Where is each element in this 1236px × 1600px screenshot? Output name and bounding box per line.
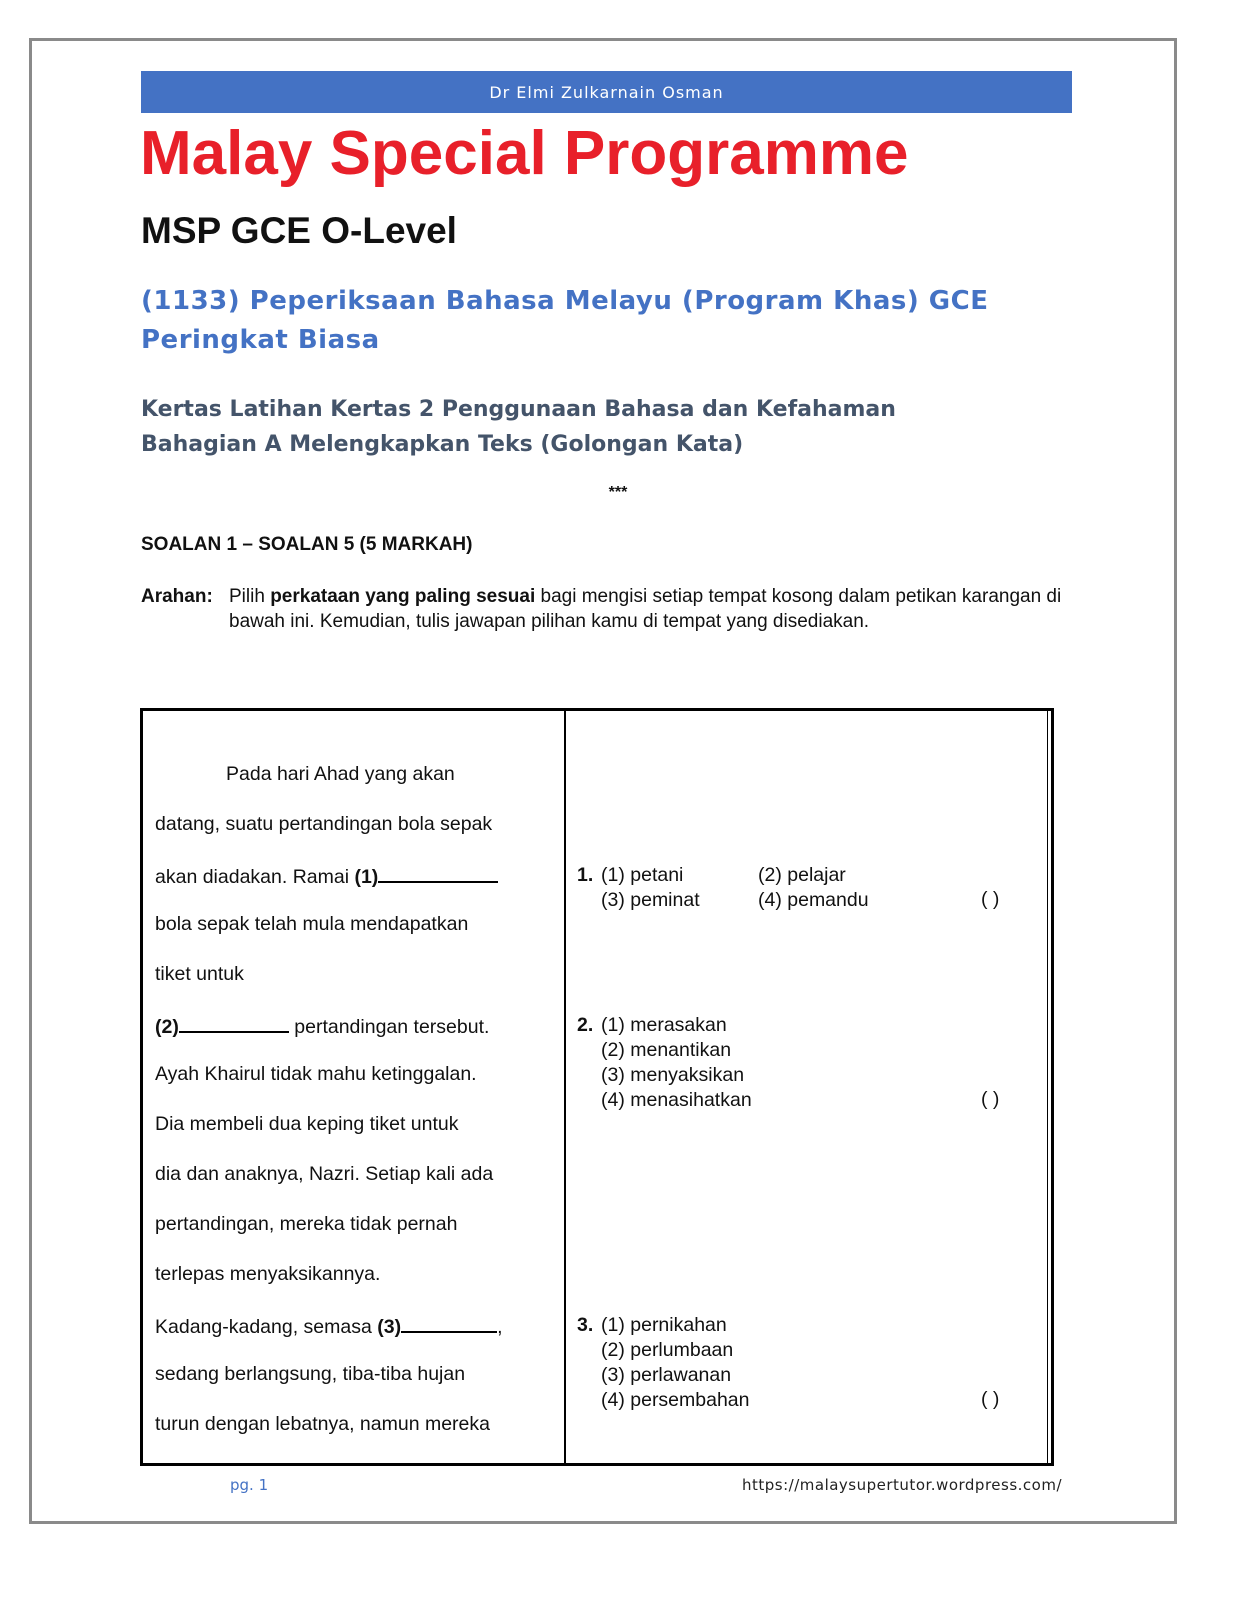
passage-line: Ayah Khairul tidak mahu ketinggalan. [155, 1063, 477, 1085]
option[interactable]: (3) peminat [601, 889, 700, 911]
section-heading: SOALAN 1 – SOALAN 5 (5 MARKAH) [141, 534, 473, 555]
passage-line: Pada hari Ahad yang akan [226, 763, 455, 785]
passage-line: Dia membeli dua keping tiket untuk [155, 1113, 459, 1135]
option[interactable]: (4) pemandu [758, 889, 869, 911]
option[interactable]: (2) menantikan [601, 1039, 732, 1061]
option[interactable]: (3) perlawanan [601, 1364, 732, 1386]
passage-line [155, 863, 498, 889]
author-name: Dr Elmi Zulkarnain Osman [489, 82, 724, 102]
page-number: pg. 1 [230, 1476, 269, 1494]
passage-line: pertandingan, mereka tidak pernah [155, 1213, 458, 1235]
question-number: 3. [577, 1314, 594, 1336]
blank-label-2: (2) [155, 1016, 179, 1038]
instruction [141, 584, 1081, 634]
question-1 [577, 863, 869, 913]
answer-bracket-2[interactable]: ( ) [981, 1088, 1000, 1110]
paper-title-line-2: Bahagian A Melengkapkan Teks (Golongan Kata) [141, 432, 744, 457]
blank-label-3: (3) [377, 1316, 402, 1338]
subtitle: MSP GCE O-Level [141, 210, 457, 251]
passage-line: turun dengan lebatnya, namun mereka [155, 1413, 490, 1435]
footer-url[interactable]: https://malaysupertutor.wordpress.com/ [742, 1476, 1062, 1494]
passage-line: datang, suatu pertandingan bola sepak [155, 813, 493, 835]
question-number: 1. [577, 864, 594, 886]
passage-text: Kadang-kadang, semasa [155, 1316, 378, 1338]
passage-line [155, 1313, 503, 1339]
option[interactable]: (2) perlumbaan [601, 1339, 734, 1361]
passage-line: bola sepak telah mula mendapatkan [155, 913, 469, 935]
option[interactable]: (1) merasakan [601, 1014, 727, 1036]
answer-bracket-3[interactable]: ( ) [981, 1388, 1000, 1410]
option-row [577, 863, 846, 888]
paper-title-line-1: Kertas Latihan Kertas 2 Penggunaan Bahasa dan Kefahaman [141, 397, 896, 422]
table-divider [564, 711, 566, 1463]
exam-title: (1133) Peperiksaan Bahasa Melayu (Program Khas) GCE Peringkat Biasa [141, 286, 989, 355]
passage-line [155, 1013, 489, 1039]
separator: *** [608, 484, 628, 501]
question-3 [577, 1313, 750, 1413]
option[interactable]: (4) persembahan [601, 1389, 750, 1411]
question-table [140, 708, 1054, 1466]
option[interactable]: (4) menasihatkan [601, 1089, 752, 1111]
instruction-text [229, 584, 1081, 634]
passage-line: tiket untuk [155, 963, 244, 985]
instruction-label: Arahan: [141, 586, 213, 607]
option[interactable]: (2) pelajar [758, 864, 846, 886]
main-title: Malay Special Programme [140, 119, 909, 188]
author-banner [141, 71, 1072, 113]
paper-title [141, 392, 1041, 462]
option[interactable]: (1) pernikahan [601, 1314, 727, 1336]
blank-2[interactable] [179, 1013, 289, 1033]
option-row [577, 888, 869, 913]
blank-1[interactable] [378, 863, 498, 883]
question-number: 2. [577, 1014, 594, 1036]
answer-bracket-1[interactable]: ( ) [981, 888, 1000, 910]
passage-line: sedang berlangsung, tiba-tiba hujan [155, 1363, 466, 1385]
option[interactable]: (1) petani [601, 864, 684, 886]
instruction-pre: Pilih [229, 586, 271, 607]
question-2 [577, 1013, 752, 1113]
passage-text: , [497, 1316, 503, 1338]
option[interactable]: (3) menyaksikan [601, 1064, 745, 1086]
blank-3[interactable] [401, 1313, 497, 1333]
passage-line: terlepas menyaksikannya. [155, 1263, 381, 1285]
passage-text: akan diadakan. Ramai [155, 866, 355, 888]
passage-text: pertandingan tersebut. [288, 1016, 490, 1038]
instruction-bold: perkataan yang paling sesuai [270, 586, 536, 607]
passage-line: dia dan anaknya, Nazri. Setiap kali ada [155, 1163, 494, 1185]
blank-label-1: (1) [354, 866, 379, 888]
instruction-post: bagi mengisi setiap tempat kosong dalam petikan karangan di bawah ini. Kemudian, tulis jawapan pilihan kamu di tempat yang disediakan. [229, 586, 1062, 632]
